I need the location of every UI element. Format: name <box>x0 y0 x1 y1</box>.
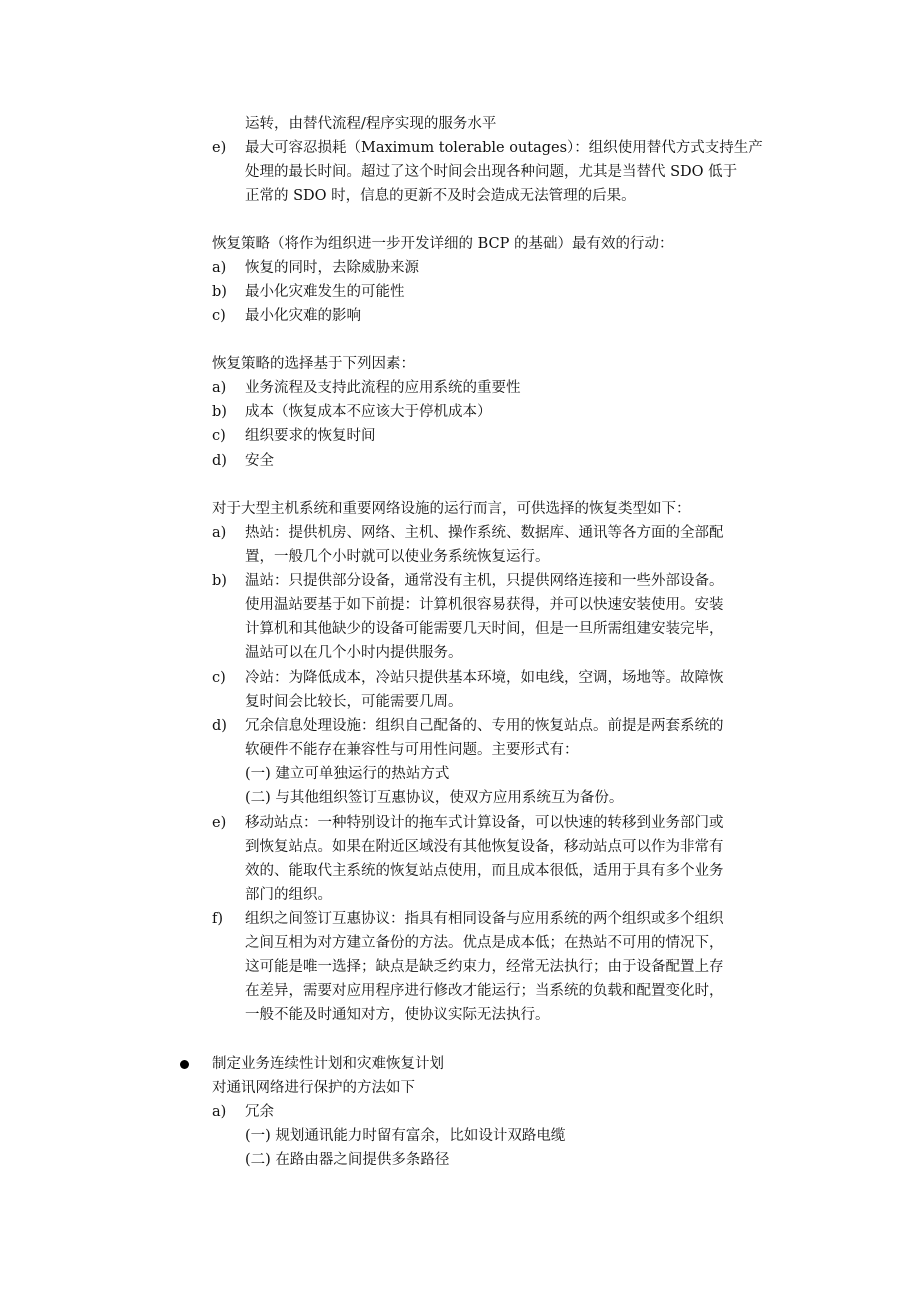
list-item: 业务流程及支持此流程的应用系统的重要性 <box>245 380 521 396</box>
list-marker: b) <box>212 573 227 589</box>
list-item: 成本（恢复成本不应该大于停机成本） <box>245 404 492 420</box>
reciprocal-line-2: 之间互相为对方建立备份的方法。优点是成本低；在热站不可用的情况下， <box>245 935 724 951</box>
hot-site-line-2: 置，一般几个小时就可以使业务系统恢复运行。 <box>245 549 550 565</box>
list-marker: c) <box>212 308 226 324</box>
e-line-3: 正常的 SDO 时，信息的更新不及时会造成无法管理的后果。 <box>245 188 636 204</box>
e-line-2: 处理的最长时间。超过了这个时间会出现各种问题，尤其是当替代 SDO 低于 <box>245 164 738 180</box>
mobile-site-line-4: 部门的组织。 <box>245 887 332 903</box>
redundant-line-2: 软硬件不能存在兼容性与可用性问题。主要形式有： <box>245 742 579 758</box>
hot-site-line-1: 热站：提供机房、网络、主机、操作系统、数据库、通讯等各方面的全部配 <box>245 525 724 541</box>
list-marker: a) <box>212 525 227 541</box>
list-marker: b) <box>212 284 227 300</box>
list-marker: d) <box>212 718 227 734</box>
sub-item: (一) 规划通讯能力时留有富余，比如设计双路电缆 <box>245 1128 566 1144</box>
types-heading: 对于大型主机系统和重要网络设施的运行而言，可供选择的恢复类型如下： <box>212 501 691 517</box>
strategy-heading: 恢复策略（将作为组织进一步开发详细的 BCP 的基础）最有效的行动： <box>212 236 674 252</box>
list-marker: e) <box>212 815 227 831</box>
list-marker: f) <box>212 911 224 927</box>
list-marker: a) <box>212 260 227 276</box>
e-line-1: 最大可容忍损耗（Maximum tolerable outages）：组织使用替代方式支持生产 <box>245 140 763 156</box>
sub-item: (二) 在路由器之间提供多条路径 <box>245 1152 450 1168</box>
mobile-site-line-2: 到恢复站点。如果在附近区域没有其他恢复设备，移动站点可以作为非常有 <box>245 839 724 855</box>
redundant-line-3: (一) 建立可单独运行的热站方式 <box>245 766 450 782</box>
list-marker: e) <box>212 140 227 156</box>
list-item: 组织要求的恢复时间 <box>245 428 376 444</box>
reciprocal-line-4: 在差异，需要对应用程序进行修改才能运行；当系统的负载和配置变化时， <box>245 983 724 999</box>
intro-line: 运转，由替代流程/程序实现的服务水平 <box>245 116 497 132</box>
mobile-site-line-1: 移动站点：一种特别设计的拖车式计算设备，可以快速的转移到业务部门或 <box>245 815 724 831</box>
list-item: 冗余 <box>245 1104 274 1120</box>
list-marker: b) <box>212 404 227 420</box>
warm-site-line-3: 计算机和其他缺少的设备可能需要几天时间，但是一旦所需组建安装完毕， <box>245 621 724 637</box>
warm-site-line-1: 温站：只提供部分设备，通常没有主机，只提供网络连接和一些外部设备。 <box>245 573 724 589</box>
redundant-line-1: 冗余信息处理设施：组织自己配备的、专用的恢复站点。前提是两套系统的 <box>245 718 724 734</box>
list-marker: d) <box>212 453 227 469</box>
list-item: 安全 <box>245 453 274 469</box>
bullet-icon <box>180 1060 189 1069</box>
cold-site-line-1: 冷站：为降低成本，冷站只提供基本环境，如电线，空调，场地等。故障恢 <box>245 670 724 686</box>
warm-site-line-2: 使用温站要基于如下前提：计算机很容易获得，并可以快速安装使用。安装 <box>245 597 724 613</box>
list-marker: c) <box>212 670 226 686</box>
list-item: 最小化灾难的影响 <box>245 308 361 324</box>
plan-subheading: 对通讯网络进行保护的方法如下 <box>212 1080 415 1096</box>
redundant-line-4: (二) 与其他组织签订互惠协议，使双方应用系统互为备份。 <box>245 790 624 806</box>
reciprocal-line-3: 这可能是唯一选择；缺点是缺乏约束力，经常无法执行；由于设备配置上存 <box>245 959 724 975</box>
list-marker: a) <box>212 1104 227 1120</box>
reciprocal-line-5: 一般不能及时通知对方，使协议实际无法执行。 <box>245 1007 550 1023</box>
mobile-site-line-3: 效的、能取代主系统的恢复站点使用，而且成本很低，适用于具有多个业务 <box>245 863 724 879</box>
plan-title: 制定业务连续性计划和灾难恢复计划 <box>212 1056 444 1072</box>
warm-site-line-4: 温站可以在几个小时内提供服务。 <box>245 645 463 661</box>
cold-site-line-2: 复时间会比较长，可能需要几周。 <box>245 694 463 710</box>
factors-heading: 恢复策略的选择基于下列因素： <box>212 356 415 372</box>
list-item: 最小化灾难发生的可能性 <box>245 284 405 300</box>
list-marker: c) <box>212 428 226 444</box>
list-marker: a) <box>212 380 227 396</box>
list-item: 恢复的同时，去除威胁来源 <box>245 260 419 276</box>
reciprocal-line-1: 组织之间签订互惠协议：指具有相同设备与应用系统的两个组织或多个组织 <box>245 911 724 927</box>
